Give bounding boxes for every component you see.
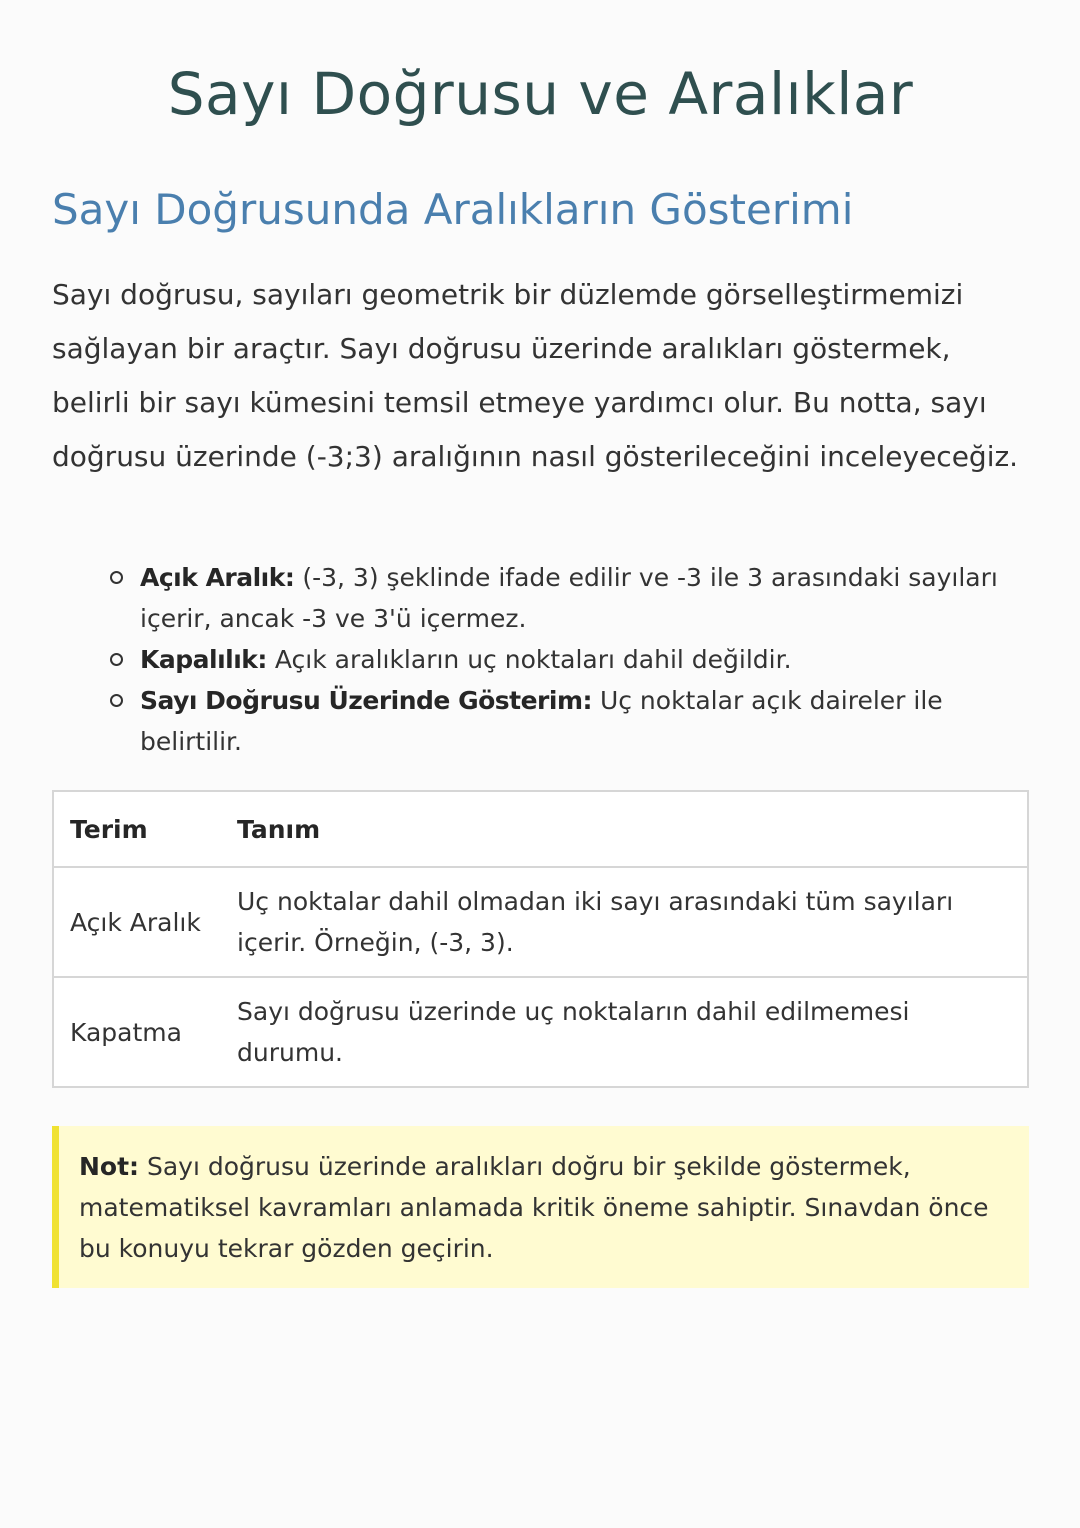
intro-paragraph: Sayı doğrusu, sayıları geometrik bir düzlemde görselleştirmemizi sağlayan bir araçtır. Sayı doğrusu üzerinde aralıkları göstermek, belirli bir sayı kümesini temsil etmeye yardımcı olur. Bu notta, sayı doğrusu üzerinde (-3;3) aralığının nasıl gösterileceğini inceleyeceğiz.	[52, 278, 1019, 473]
circle-bullet-icon	[110, 694, 123, 707]
page-title: Sayı Doğrusu ve Aralıklar	[167, 60, 914, 128]
cell-definition: Uç noktalar dahil olmadan iki sayı arasındaki tüm sayıları içerir. Örneğin, (-3, 3).	[221, 867, 1028, 977]
table-header-row	[53, 791, 1028, 867]
note-label: Not:	[79, 1152, 140, 1181]
bullet-text: Uç noktalar açık daireler ile belirtilir.	[140, 686, 943, 756]
bullet-text: Açık aralıkların uç noktaları dahil değildir.	[266, 645, 792, 674]
header-definition: Tanım	[221, 791, 1028, 867]
cell-term: Açık Aralık	[53, 867, 221, 977]
bullet-list	[52, 557, 1029, 762]
table-row	[53, 977, 1028, 1087]
list-item	[140, 639, 1029, 680]
note-callout	[52, 1126, 1029, 1288]
section-title: Sayı Doğrusunda Aralıkların Gösterimi	[52, 185, 854, 234]
bullet-text: (-3, 3) şeklinde ifade edilir ve -3 ile 3 arasındaki sayıları içerir, ancak -3 ve 3'ü içermez.	[140, 563, 998, 633]
list-item	[140, 680, 1029, 762]
terms-table	[52, 790, 1029, 1088]
circle-bullet-icon	[110, 571, 123, 584]
bullet-term: Sayı Doğrusu Üzerinde Gösterim:	[140, 686, 592, 715]
cell-definition: Sayı doğrusu üzerinde uç noktaların dahil edilmemesi durumu.	[221, 977, 1028, 1087]
circle-bullet-icon	[110, 653, 123, 666]
bullet-term: Açık Aralık:	[140, 563, 295, 592]
list-item	[140, 557, 1029, 639]
note-text: Sayı doğrusu üzerinde aralıkları doğru bir şekilde göstermek, matematiksel kavramları anlamada kritik öneme sahiptir. Sınavdan önce bu konuyu tekrar gözden geçirin.	[79, 1152, 989, 1263]
header-term: Terim	[53, 791, 221, 867]
cell-term: Kapatma	[53, 977, 221, 1087]
bullet-term: Kapalılık:	[140, 645, 267, 674]
table-row	[53, 867, 1028, 977]
